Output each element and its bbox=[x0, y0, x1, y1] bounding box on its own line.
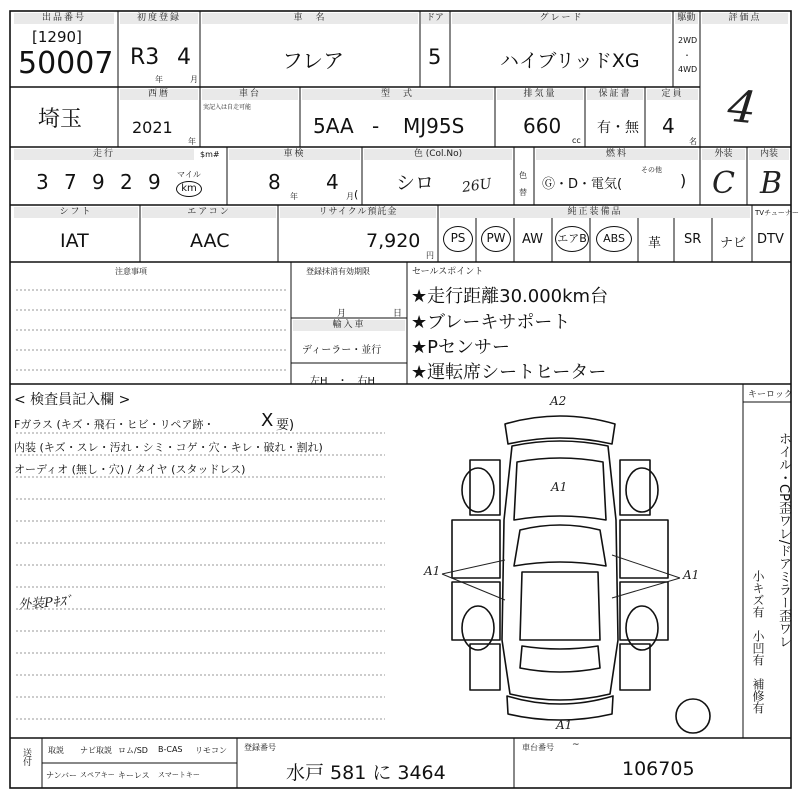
listing-number: 50007 bbox=[18, 46, 114, 81]
body-note: 実記入は自走可能 bbox=[203, 104, 252, 111]
color: シロ bbox=[396, 172, 435, 194]
footer-item-keyless: キーレス bbox=[118, 771, 150, 780]
displacement: 660 bbox=[523, 114, 562, 138]
inspector-line-2: 内装 (キズ・スレ・汚れ・シミ・コゲ・穴・キレ・破れ・割れ) bbox=[14, 441, 323, 454]
warranty-label: 保証書 bbox=[587, 89, 643, 100]
mileage-digit-3: 9 bbox=[92, 170, 105, 194]
equipment-pw: PW bbox=[481, 226, 511, 252]
equipment-aw: AW bbox=[522, 232, 544, 247]
footer-item-smart-key: スマートキー bbox=[158, 771, 200, 779]
western-year-char: 年 bbox=[188, 137, 196, 146]
fuel-label: 燃料 bbox=[536, 149, 698, 160]
eval-score: 4 bbox=[725, 80, 759, 135]
caution-label: 注意事項 bbox=[115, 267, 147, 276]
inspection-month-char: 月 bbox=[346, 192, 354, 201]
paren-open: ( bbox=[354, 188, 359, 201]
era-year: R3 bbox=[130, 45, 160, 70]
body-label: 車台 bbox=[202, 89, 298, 100]
reg-expiry-label: 登録抹消有効期限 bbox=[306, 267, 370, 276]
year-char: 年 bbox=[155, 75, 163, 84]
footer-item-manual: 取説 bbox=[48, 746, 64, 755]
equipment-abs: ABS bbox=[596, 226, 632, 252]
inspection-label: 車検 bbox=[229, 149, 360, 160]
inspection-year-char: 年 bbox=[290, 192, 298, 201]
mileage-digit-4: 2 bbox=[120, 170, 133, 194]
sales-point-4: ★運転席シートヒーター bbox=[411, 362, 607, 383]
mark-hood: A1 bbox=[551, 480, 568, 494]
yen-unit: 円 bbox=[426, 251, 434, 260]
mileage-digit-1: 3 bbox=[36, 170, 49, 194]
car-name-label: 車 名 bbox=[202, 13, 418, 24]
color-change-top: 色 bbox=[519, 171, 527, 180]
western-year: 2021 bbox=[132, 118, 173, 137]
exterior-label: 外装 bbox=[702, 149, 745, 160]
inspector-line-1-mark: X bbox=[261, 410, 274, 431]
drive-4wd: 4WD bbox=[678, 65, 698, 74]
shift: IAT bbox=[60, 230, 89, 252]
inspection-month: 4 bbox=[326, 170, 339, 194]
footer-item-remote: リモコン bbox=[195, 746, 227, 755]
footer-item-spare-key: スペアキー bbox=[80, 771, 115, 779]
fuel-options: Ⓖ・D・電気( bbox=[542, 177, 623, 192]
door-label: ドア bbox=[421, 13, 449, 24]
chassis-tilde: ~ bbox=[572, 740, 580, 750]
mileage-digit-5: 9 bbox=[148, 170, 161, 194]
inspector-line-1-end: 要) bbox=[276, 418, 295, 433]
listing-bracket: [1290] bbox=[32, 28, 82, 46]
plate-label: 登録番号 bbox=[244, 743, 276, 752]
handwritten-note: 外装Pｷｽﾞ bbox=[17, 594, 73, 613]
color-change-bottom: 替 bbox=[519, 188, 527, 197]
expiry-month-char: 月 bbox=[337, 309, 347, 319]
sales-point-1: ★走行距離30.000km台 bbox=[411, 286, 609, 307]
listing-no-label: 出品番号 bbox=[14, 13, 114, 24]
model-code: MJ95S bbox=[403, 114, 465, 138]
equipment-navi: ナビ bbox=[720, 236, 747, 251]
recycle-label: リサイクル預託金 bbox=[280, 207, 436, 218]
mark-right-side: A1 bbox=[683, 568, 700, 582]
car-name: フレア bbox=[282, 49, 345, 73]
inspector-line-1: Fガラス (キズ・飛石・ヒビ・リペア跡・ bbox=[14, 418, 215, 431]
drive-label: 駆動 bbox=[675, 13, 698, 24]
mark-rear-bumper: A1 bbox=[556, 718, 573, 732]
model-dash: - bbox=[372, 114, 380, 138]
cc-unit: cc bbox=[572, 136, 581, 145]
grade: ハイブリッドXG bbox=[500, 50, 640, 72]
equipment-ps: PS bbox=[443, 226, 473, 252]
exterior-grade: C bbox=[712, 166, 735, 201]
steering: 左H ・ 右H bbox=[310, 376, 376, 387]
mileage-label: 走行 bbox=[14, 149, 194, 160]
send-label: 送付 bbox=[21, 748, 31, 766]
equipment-leather: 革 bbox=[648, 236, 662, 251]
expiry-day-char: 日 bbox=[393, 309, 403, 319]
drive-dot: ・ bbox=[683, 51, 691, 60]
side-note-2: 小キズ有 小凹有 補修有 bbox=[751, 570, 765, 714]
footer-item-number: ナンバー bbox=[46, 771, 78, 780]
recycle-fee: 7,920 bbox=[366, 230, 421, 252]
interior-grade: B bbox=[760, 166, 783, 201]
model-label: 型 式 bbox=[302, 89, 493, 100]
mark-left-side: A1 bbox=[424, 564, 441, 578]
grade-label: グレード bbox=[452, 13, 671, 24]
first-reg-month: 4 bbox=[177, 45, 191, 70]
first-reg-label: 初度登録 bbox=[120, 13, 198, 24]
import-label: 輸入車 bbox=[293, 320, 405, 331]
key-lock-label: キーロック bbox=[748, 390, 793, 400]
mile-unit: マイル bbox=[177, 170, 201, 179]
inspection-year: 8 bbox=[268, 170, 281, 194]
seats-unit: 名 bbox=[689, 137, 697, 146]
displacement-label: 排気量 bbox=[497, 89, 583, 100]
interior-label: 内装 bbox=[749, 149, 789, 160]
km-unit: km bbox=[181, 183, 197, 194]
km-unit-circled bbox=[176, 181, 202, 197]
eval-label: 評価点 bbox=[702, 13, 788, 24]
shift-label: シフト bbox=[14, 207, 138, 218]
month-char: 月 bbox=[190, 75, 198, 84]
footer-item-rom-sd: ロム/SD bbox=[118, 746, 148, 755]
warranty: 有・無 bbox=[597, 120, 639, 136]
chassis-number: 106705 bbox=[622, 758, 695, 780]
chassis-label: 車台番号 bbox=[522, 743, 554, 752]
plate-number: 水戸 581 に 3464 bbox=[286, 762, 446, 784]
western-year-label: 西暦 bbox=[120, 89, 198, 100]
seats: 4 bbox=[662, 114, 675, 138]
door-count: 5 bbox=[428, 45, 442, 69]
ac-label: エアコン bbox=[142, 207, 276, 218]
sales-point-3: ★Pセンサー bbox=[411, 337, 510, 358]
color-label: 色 (Col.No) bbox=[364, 149, 512, 160]
tv-tuner-label: TVチューナー bbox=[755, 209, 799, 217]
sales-point-2: ★ブレーキサポート bbox=[411, 312, 571, 333]
fuel-close: ) bbox=[680, 171, 687, 190]
footer-item-navi-manual: ナビ取説 bbox=[80, 746, 112, 755]
inspector-title: < 検査員記入欄 > bbox=[14, 392, 131, 408]
equipment-airbag: エアB bbox=[555, 226, 589, 252]
sales-points-label: セールスポイント bbox=[412, 267, 484, 277]
side-note-1: ホイル・CP歪ワレ/ドアミラー歪ワレ bbox=[776, 432, 791, 649]
inspector-line-3: オーディオ (無し・穴) / タイヤ (スタッドレス) bbox=[14, 463, 246, 476]
fuel-other: その他 bbox=[641, 166, 662, 174]
color-code: 26U bbox=[461, 176, 493, 196]
dealer-parallel: ディーラー・並行 bbox=[302, 345, 382, 356]
footer-item-bcas: B-CAS bbox=[158, 745, 183, 754]
seats-label: 定員 bbox=[647, 89, 698, 100]
mark-front-bumper: A2 bbox=[550, 394, 567, 408]
model-prefix: 5AA bbox=[313, 114, 354, 138]
equipment-label: 純正装備品 bbox=[440, 207, 750, 218]
equipment-sunroof: SR bbox=[684, 232, 702, 247]
mileage-digit-2: 7 bbox=[64, 170, 77, 194]
prefecture: 埼玉 bbox=[38, 107, 83, 132]
drive-2wd: 2WD bbox=[678, 36, 698, 45]
meter-label: $m# bbox=[200, 150, 220, 159]
ac: AAC bbox=[190, 230, 230, 252]
equipment-dtv: DTV bbox=[757, 232, 784, 247]
